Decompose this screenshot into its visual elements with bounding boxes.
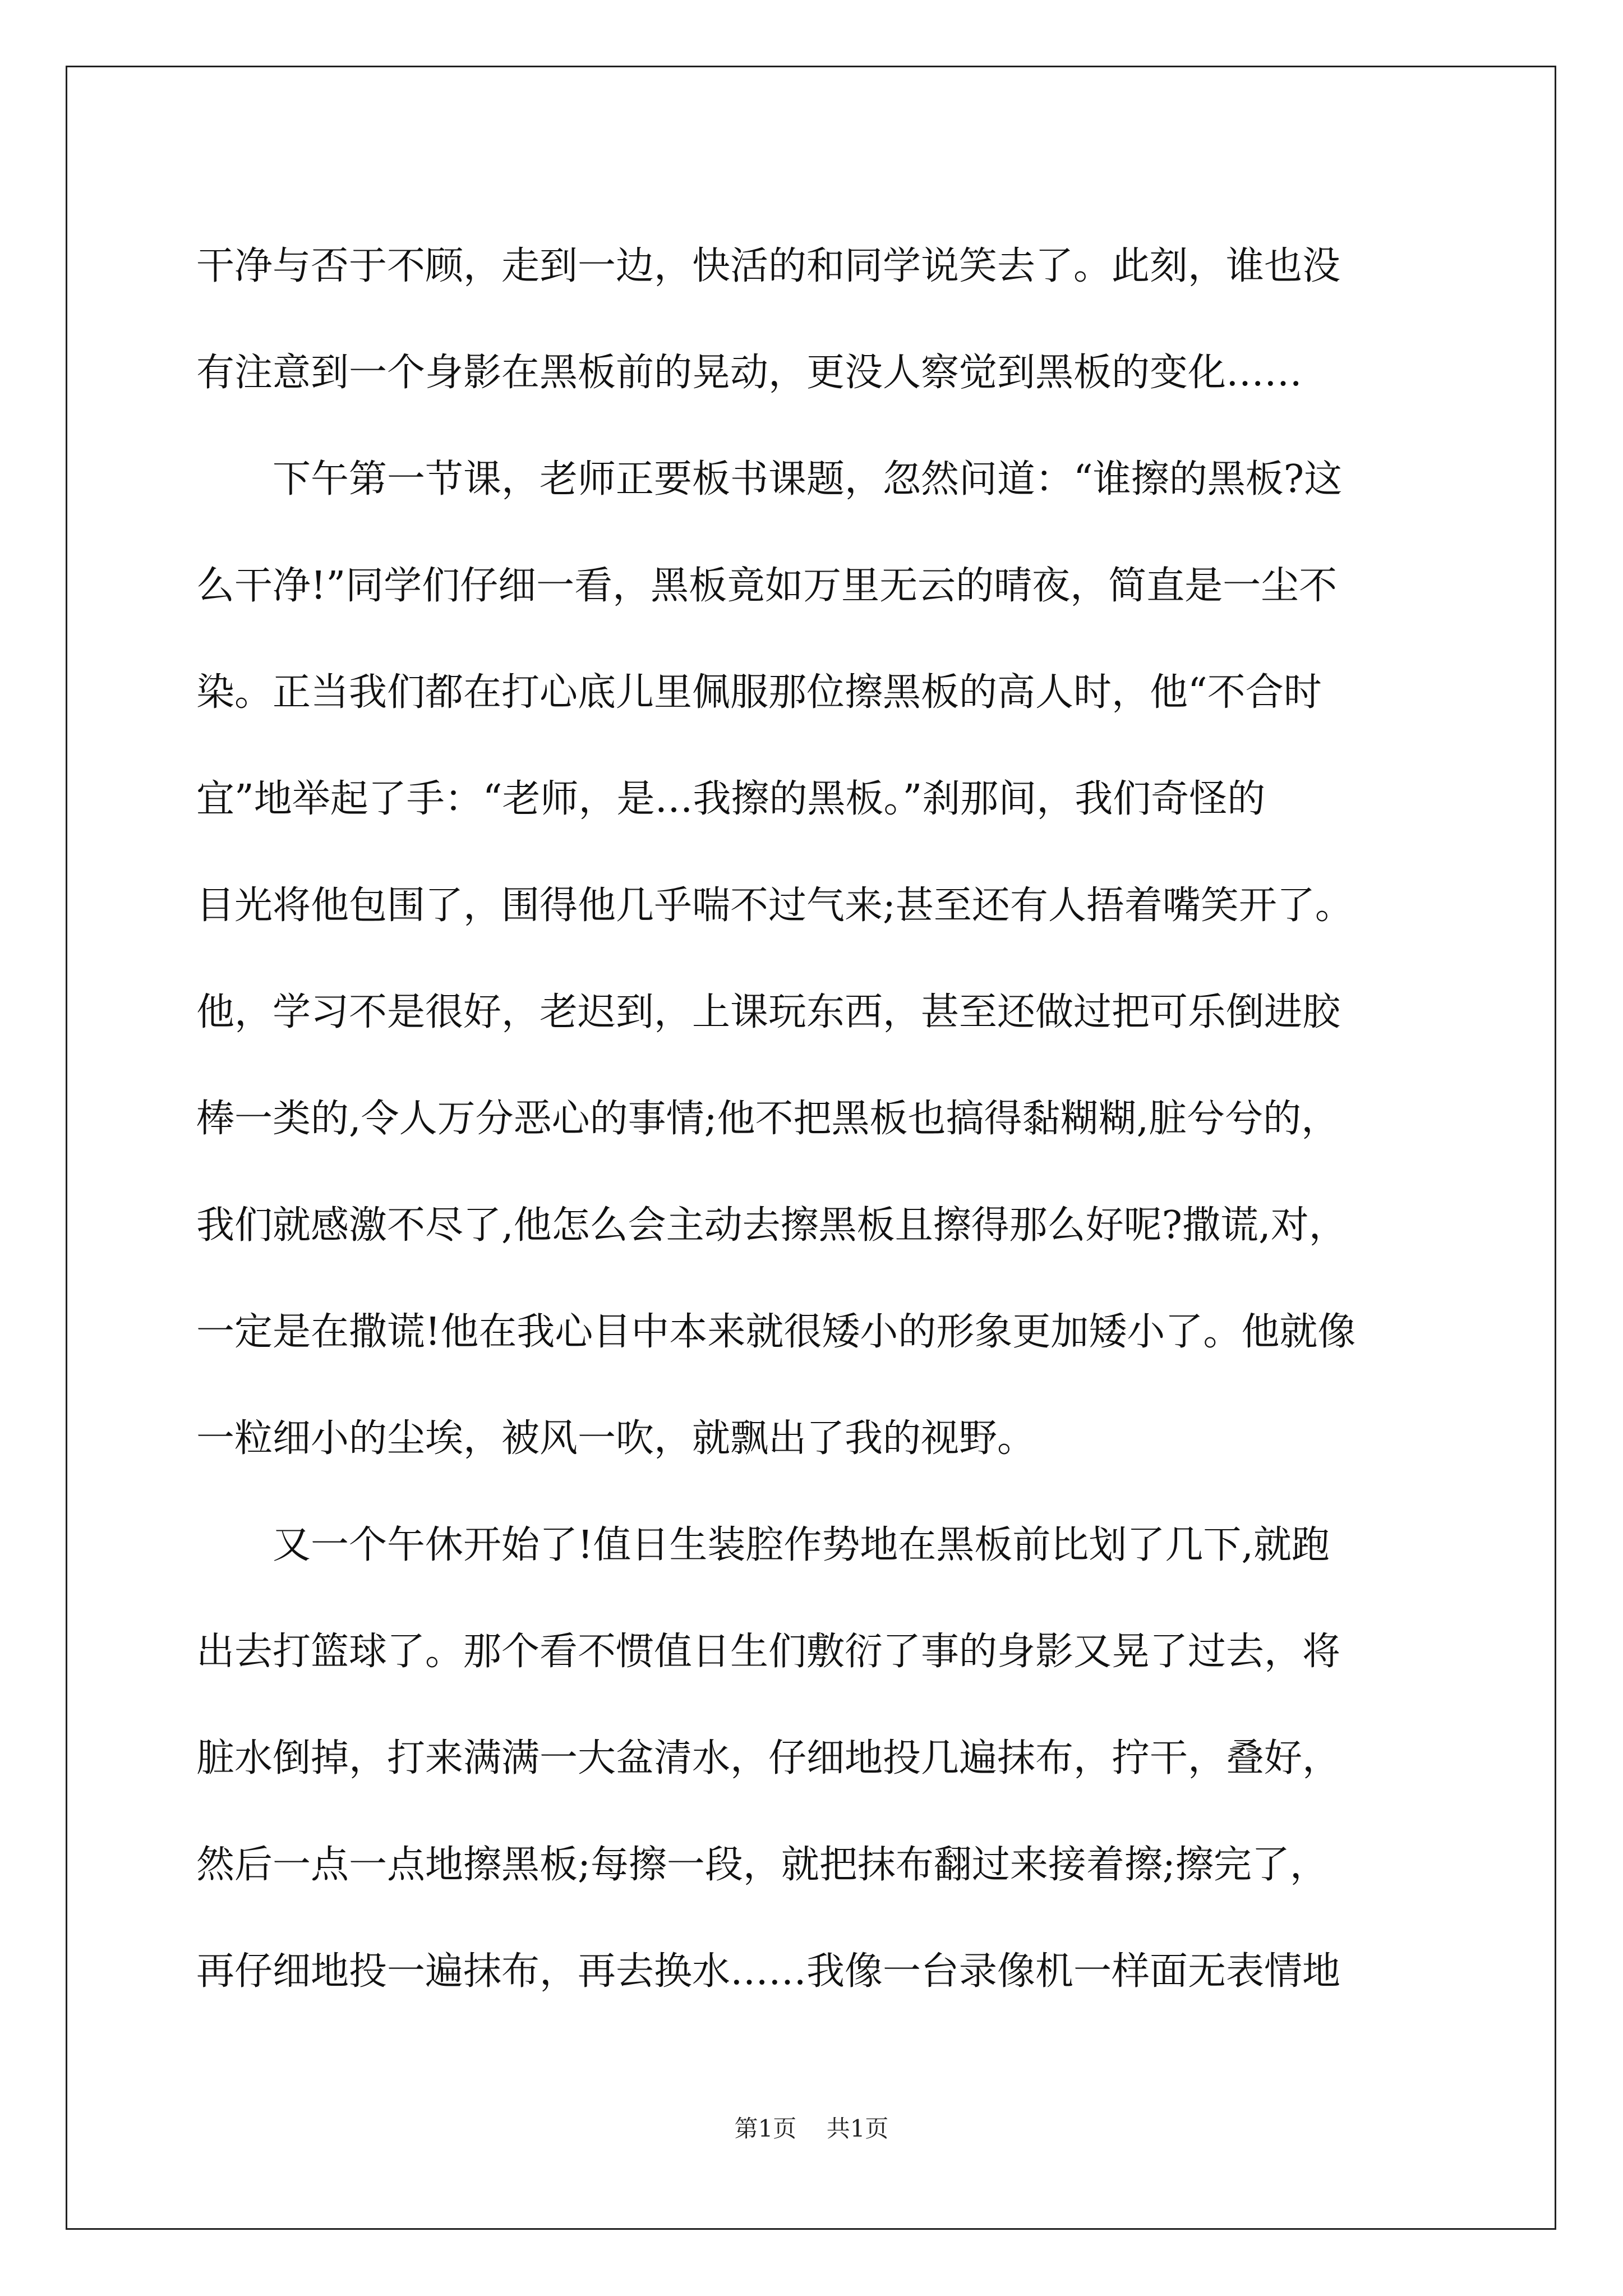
text-line-17: 再仔细地投一遍抹布，再去换水……我像一台录像机一样面无表情地	[196, 1949, 1341, 1994]
text-line-14: 出去打篮球了。那个看不惯值日生们敷衍了事的身影又晃了过去，将	[196, 1630, 1341, 1674]
page-total: 共1页	[826, 2115, 889, 2142]
text-line-11: 一定是在撒谎!他在我心目中本来就很矮小的形象更加矮小了。他就像	[196, 1310, 1356, 1354]
text-line-13: 又一个午休开始了!值日生装腔作势地在黑板前比划了几下,就跑	[196, 1523, 1330, 1567]
text-line-7: 目光将他包围了，围得他几乎喘不过气来;甚至还有人捂着嘴笑开了。	[196, 884, 1353, 928]
text-line-4: 么干净!”同学们仔细一看，黑板竟如万里无云的晴夜，简直是一尘不	[196, 564, 1338, 608]
text-line-15: 脏水倒掉，打来满满一大盆清水，仔细地投几遍抹布，拧干，叠好，	[196, 1736, 1341, 1780]
text-line-3: 下午第一节课，老师正要板书课题，忽然问道：“谁擦的黑板?这	[196, 457, 1343, 501]
text-line-10: 我们就感激不尽了,他怎么会主动去擦黑板且擦得那么好呢?撒谎,对，	[196, 1203, 1347, 1248]
text-line-12: 一粒细小的尘埃，被风一吹，就飘出了我的视野。	[196, 1416, 1036, 1461]
text-line-9: 棒一类的,令人万分恶心的事情;他不把黑板也搞得黏糊糊,脏兮兮的，	[196, 1097, 1340, 1141]
page-number: 第1页	[734, 2115, 797, 2142]
text-line-6: 宜”地举起了手：“老师，是…我擦的黑板。”刹那间，我们奇怪的	[196, 777, 1266, 821]
text-line-8: 他，学习不是很好，老迟到，上课玩东西，甚至还做过把可乐倒进胶	[196, 990, 1341, 1034]
page-footer	[0, 2110, 1623, 2144]
text-line-2: 有注意到一个身影在黑板前的晃动，更没人察觉到黑板的变化……	[196, 351, 1303, 395]
text-line-1: 干净与否于不顾，走到一边，快活的和同学说笑去了。此刻，谁也没	[196, 244, 1341, 288]
text-line-16: 然后一点一点地擦黑板;每擦一段，就把抹布翻过来接着擦;擦完了，	[196, 1843, 1328, 1887]
document-body	[196, 213, 1458, 2025]
text-line-5: 染。正当我们都在打心底儿里佩服那位擦黑板的高人时，他“不合时	[196, 670, 1322, 715]
